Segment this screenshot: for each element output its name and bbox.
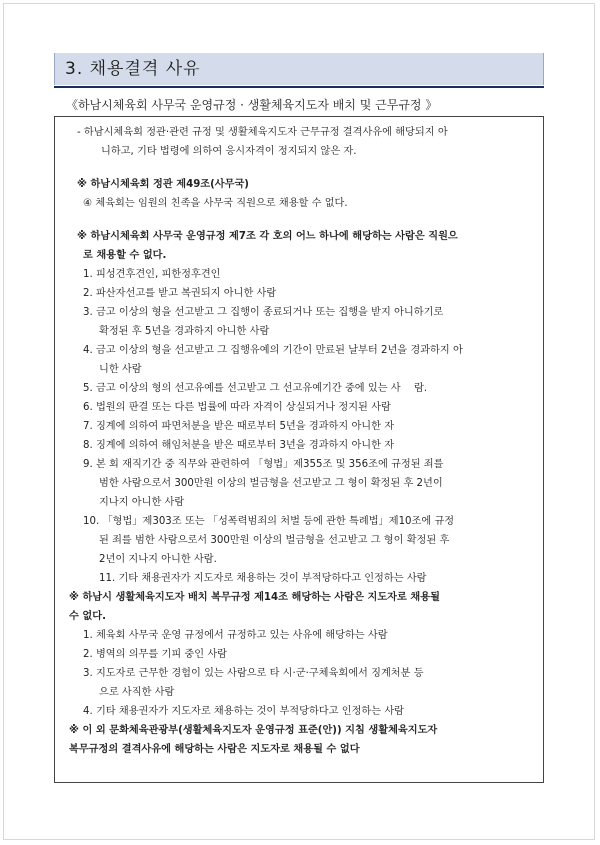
list-item-continued: 으로 사직한 사람 [99,687,175,698]
list-item: 1. 피성견후견인, 피한정후견인 [83,269,221,280]
office-rules-heading: ※ 하남시체육회 사무국 운영규정 제7조 각 호의 어느 하나에 해당하는 사람은 직원으 [77,231,458,242]
list-item: 5. 금고 이상의 형의 선고유예를 선고받고 그 선고유예기간 중에 있는 사 람. [83,383,428,394]
list-item: 1. 체육회 사무국 운영 규정에서 규정하고 있는 사유에 해당하는 사람 [83,630,388,641]
list-item: 6. 법원의 판결 또는 다른 법률에 따라 자격이 상실되거나 정지된 사람 [83,402,391,413]
section-title: 3. 채용결격 사유 [54,53,544,85]
list-item: 8. 징계에 의하여 해임처분을 받은 때로부터 3년을 경과하지 아니한 자 [83,440,395,451]
list-item: 4. 기타 채용권자가 지도자로 채용하는 것이 부적당하다고 인정하는 사람 [83,706,405,717]
list-item: 9. 본 회 재직기간 중 직무와 관련하여 「형법」제355조 및 356조에 규정된 죄를 [83,459,444,470]
list-item-continued: 니한 사람 [99,364,142,375]
list-item-continued: 범한 사람으로서 300만원 이상의 벌금형을 선고받고 그 형이 확정된 후 2년이 [99,478,443,489]
list-item: 3. 지도자로 근무한 경험이 있는 사람으로 타 시·군·구체육회에서 징계처분 등 [83,668,424,679]
list-item: 2. 파산자선고를 받고 복권되지 아니한 사람 [83,288,277,299]
list-item: 11. 기타 채용권자가 지도자로 채용하는 것이 부적당하다고 인정하는 사람 [99,573,427,584]
instructor-rules-heading: ※ 하남시 생활체육지도자 배치 복무규정 제14조 해당하는 사람은 지도자로 채용될 [69,592,440,603]
charter-heading: ※ 하남시체육회 정관 제49조(사무국) [77,179,249,190]
footer-note: ※ 이 외 문화체육관광부(생활체육지도자 운영규정 표준(안)) 지침 생활체육지도자 [69,725,438,736]
list-item-continued: 지나지 아니한 사람 [99,497,185,508]
list-item: 4. 금고 이상의 형을 선고받고 그 집행유예의 기간이 만료된 날부터 2년을 경과하지 아 [83,345,463,356]
intro-line: 니하고, 기타 법령에 의하여 응시자격이 정지되지 않은 자. [101,146,357,157]
instructor-rules-heading: 수 없다. [69,611,106,622]
list-item: 3. 금고 이상의 형을 선고받고 그 집행이 종료되거나 또는 집행을 받지 아니하기로 [83,307,444,318]
intro-line: - 하남시체육회 정관·관련 규정 및 생활체육지도자 근무규정 결격사유에 해당되지 아 [77,127,448,138]
disqualification-box [54,116,544,783]
list-item: 2. 병역의 의무를 기피 중인 사람 [83,649,228,660]
list-item: 10. 「형법」제303조 또는 「성폭력범죄의 처벌 등에 관한 특례법」제10조에 규정 [83,516,455,527]
list-item-continued: 2년이 지나지 아니한 사람. [99,554,217,565]
list-item-continued: 된 죄를 범한 사람으로서 300만원 이상의 벌금형을 선고받고 그 형이 확정된 후 [99,535,450,546]
list-item: 7. 징계에 의하여 파면처분을 받은 때로부터 5년을 경과하지 아니한 자 [83,421,395,432]
office-rules-heading: 로 채용할 수 없다. [83,250,167,261]
charter-item: ④ 체육회는 임원의 친족을 사무국 직원으로 채용할 수 없다. [83,198,348,209]
list-item-continued: 확정된 후 5년을 경과하지 아니한 사람 [99,326,270,337]
regulation-subheading: 《하남시체육회 사무국 운영규정 · 생활체육지도자 배치 및 근무규정 》 [66,98,438,112]
footer-note: 복무규정의 결격사유에 해당하는 사람은 지도자로 채용될 수 없다 [69,744,360,755]
